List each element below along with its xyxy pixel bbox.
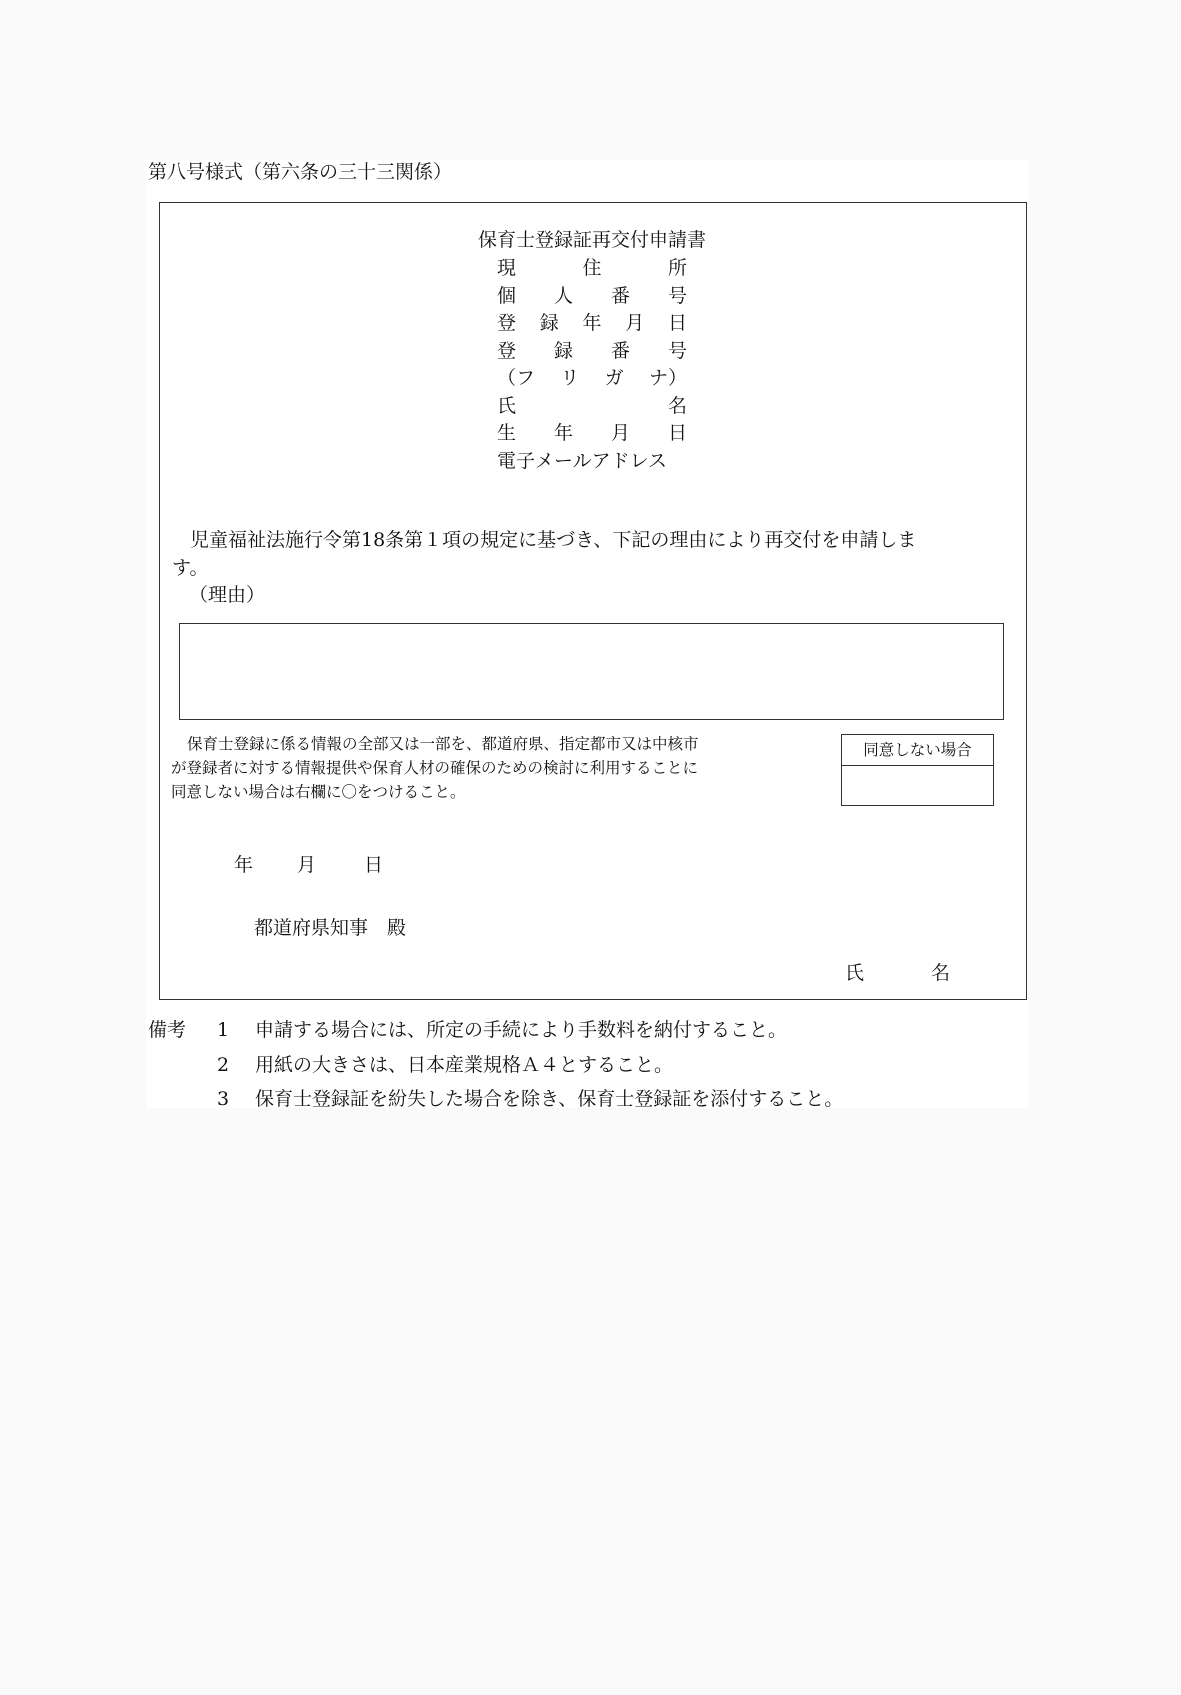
date-year: 年 (234, 854, 254, 876)
field-label-char: 人 (553, 285, 573, 307)
statement-line-1: 児童福祉法施行令第18条第１項の規定に基づき、下記の理由により再交付を申請しま (190, 529, 917, 551)
field-label-char: ナ） (648, 367, 687, 389)
field-label-char: 電子メールアドレス (497, 450, 668, 472)
field-label-char: リ (560, 367, 580, 389)
consent-mark-field[interactable] (842, 766, 993, 806)
field-label-char: 住 (582, 257, 602, 279)
note-number: 2 (217, 1054, 230, 1076)
signature-family: 氏 (845, 962, 865, 984)
field-label-char: 月 (610, 422, 630, 444)
field-label-char: 月 (625, 312, 645, 334)
field-label-char: 年 (553, 422, 573, 444)
consent-line-3: 同意しない場合は右欄に〇をつけること。 (171, 783, 466, 801)
field-label-char: 名 (667, 395, 687, 417)
field-label-char: 生 (497, 422, 517, 444)
field-label-char: 日 (667, 422, 687, 444)
field-label (497, 287, 687, 306)
note-text: 保育士登録証を紛失した場合を除き、保育士登録証を添付すること。 (255, 1088, 844, 1110)
note-text: 申請する場合には、所定の手続により手数料を納付すること。 (255, 1019, 788, 1041)
field-label-char: ガ (604, 367, 624, 389)
date-day: 日 (364, 854, 384, 876)
field-label-char: （フ (497, 367, 536, 389)
field-label-char: 個 (497, 285, 517, 307)
field-label-char: 録 (539, 312, 559, 334)
notes-label: 備考 (148, 1019, 187, 1041)
note-number: 1 (217, 1019, 230, 1041)
field-label-char: 号 (667, 340, 687, 362)
field-label (497, 452, 687, 471)
field-label-char: 年 (582, 312, 602, 334)
field-label (497, 424, 687, 443)
reason-input-box[interactable] (179, 623, 1004, 720)
addressee: 都道府県知事 殿 (254, 917, 407, 939)
form-label: 第八号様式（第六条の三十三関係） (148, 161, 453, 183)
note-text: 用紙の大きさは、日本産業規格Ａ４とすること。 (255, 1054, 674, 1076)
field-label-char: 録 (553, 340, 573, 362)
consent-line-2: が登録者に対する情報提供や保育人材の確保のための検討に利用することに (171, 759, 699, 777)
field-label-char: 番 (610, 285, 630, 307)
statement-line-2: す。 (172, 557, 209, 579)
field-label (497, 342, 687, 361)
field-label (497, 397, 687, 416)
document-title: 保育士登録証再交付申請書 (477, 229, 707, 251)
field-label (497, 369, 687, 388)
date-month: 月 (297, 854, 317, 876)
reason-label: （理由） (189, 584, 266, 606)
consent-box (841, 734, 994, 806)
field-label (497, 314, 687, 333)
field-label-char: 登 (497, 312, 517, 334)
field-label-char: 所 (667, 257, 687, 279)
field-label-char: 号 (667, 285, 687, 307)
field-label-char: 登 (497, 340, 517, 362)
consent-box-header: 同意しない場合 (842, 735, 993, 766)
field-label-char: 番 (610, 340, 630, 362)
field-label (497, 259, 687, 278)
consent-line-1: 保育士登録に係る情報の全部又は一部を、都道府県、指定都市又は中核市 (187, 735, 699, 753)
signature-given: 名 (931, 962, 951, 984)
note-number: 3 (217, 1088, 230, 1110)
field-label-char: 現 (497, 257, 517, 279)
field-label-char: 氏 (497, 395, 517, 417)
field-label-char: 日 (667, 312, 687, 334)
